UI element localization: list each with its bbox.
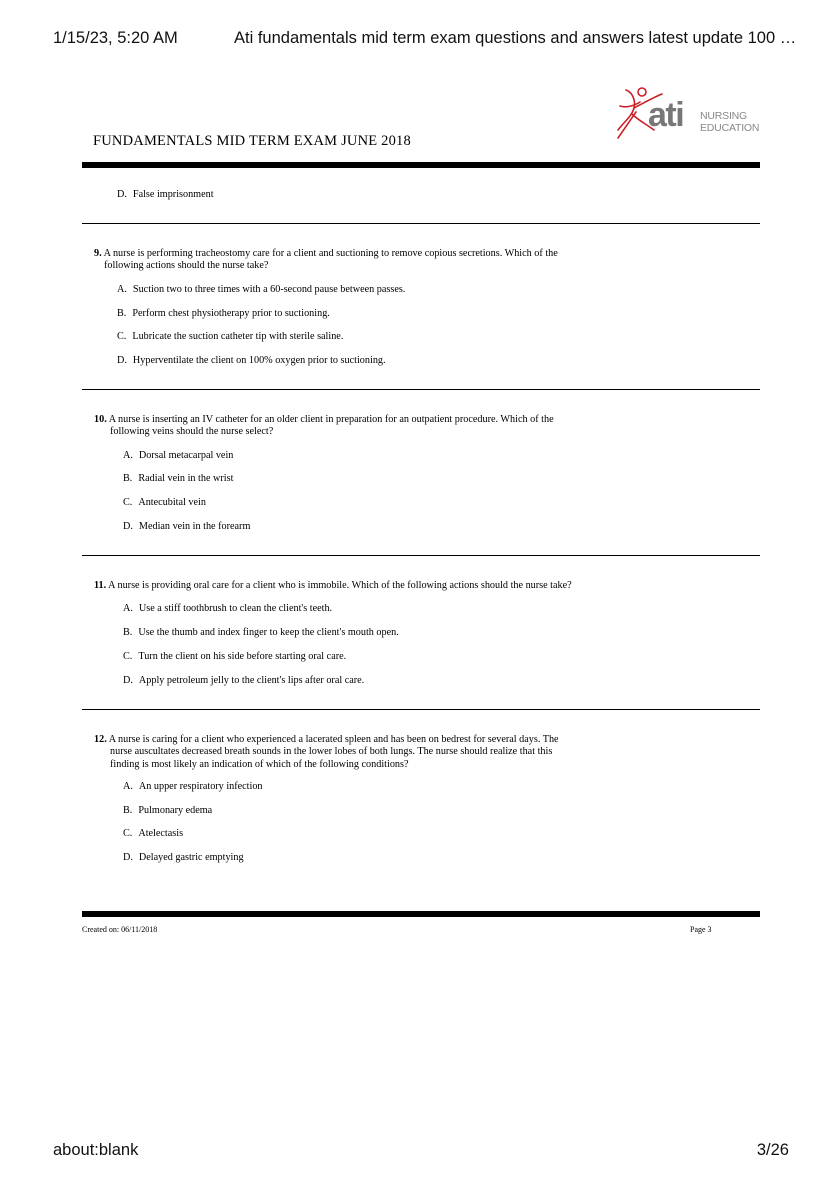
option-letter: C.: [123, 497, 133, 508]
question-11-stem: [94, 580, 572, 592]
question-9-option-c: [117, 331, 343, 343]
document-page-number: Page 3: [690, 925, 712, 934]
option-letter: A.: [123, 603, 133, 614]
created-date: Created on: 06/11/2018: [82, 925, 158, 934]
option-text: Dorsal metacarpal vein: [138, 450, 234, 461]
footer-rule: [82, 911, 760, 917]
question-10-option-d: [123, 521, 250, 533]
option-text: Suction two to three times with a 60-second pause between passes.: [132, 284, 406, 295]
question-divider: [82, 709, 760, 710]
option-letter: A.: [123, 450, 133, 461]
option-letter: B.: [123, 627, 133, 638]
print-footer: [53, 1141, 789, 1163]
question-10-stem: [94, 414, 554, 439]
logo-brand: ati: [648, 96, 684, 134]
option-text: Antecubital vein: [138, 497, 206, 508]
print-title: Ati fundamentals mid term exam questions and answers latest update 100 …: [234, 29, 797, 47]
stem-line: A nurse is providing oral care for a client who is immobile. Which of the following actions should the nurse take?: [108, 580, 572, 591]
option-letter: D.: [117, 189, 127, 200]
option-text: Turn the client on his side before starting oral care.: [138, 651, 347, 662]
stem-line: nurse auscultates decreased breath sounds in the lower lobes of both lungs. The nurse should realize that this: [110, 746, 553, 758]
stem-line: A nurse is caring for a client who experienced a lacerated spleen and has been on bedrest for several days. The: [108, 734, 559, 745]
question-10-option-c: [123, 497, 206, 509]
option-letter: A.: [117, 284, 127, 295]
question-10-option-b: [123, 473, 233, 485]
question-12-option-b: [123, 805, 212, 817]
question-divider: [82, 389, 760, 390]
question-number: 10.: [94, 414, 107, 425]
stem-line: following actions should the nurse take?: [104, 260, 269, 272]
ati-logo: [612, 84, 760, 142]
stem-line: finding is most likely an indication of which of the following conditions?: [110, 758, 409, 770]
option-letter: C.: [117, 331, 127, 342]
question-12-option-c: [123, 828, 183, 840]
option-text: Pulmonary edema: [138, 805, 213, 816]
question-11-option-a: [123, 603, 332, 615]
question-number: 11.: [94, 580, 107, 591]
question-9-option-b: [117, 308, 330, 320]
logo-tagline: [700, 110, 759, 134]
question-11-option-c: [123, 651, 346, 663]
option-text: Apply petroleum jelly to the client's lips after oral care.: [138, 675, 365, 686]
option-text: Use a stiff toothbrush to clean the client's teeth.: [138, 603, 333, 614]
option-letter: D.: [117, 355, 127, 366]
question-12-stem: [94, 734, 559, 771]
option-text: Radial vein in the wrist: [138, 473, 234, 484]
question-number: 9.: [94, 248, 102, 259]
option-letter: B.: [123, 805, 133, 816]
question-12-option-a: [123, 781, 263, 793]
option-text: False imprisonment: [132, 189, 214, 200]
option-letter: C.: [123, 651, 133, 662]
option-letter: B.: [117, 308, 127, 319]
stem-line: following veins should the nurse select?: [110, 426, 274, 438]
question-11-option-d: [123, 675, 364, 687]
question-9-stem: [94, 248, 558, 273]
option-text: Use the thumb and index finger to keep the client's mouth open.: [138, 627, 399, 638]
option-letter: B.: [123, 473, 133, 484]
question-divider: [82, 223, 760, 224]
question-12-option-d: [123, 852, 244, 864]
document-title: FUNDAMENTALS MID TERM EXAM JUNE 2018: [93, 133, 411, 149]
option-letter: D.: [123, 852, 133, 863]
question-11-option-b: [123, 627, 399, 639]
print-page-count: 3/26: [756, 1141, 789, 1159]
option-text: Median vein in the forearm: [138, 521, 251, 532]
option-letter: C.: [123, 828, 133, 839]
stem-line: A nurse is performing tracheostomy care for a client and suctioning to remove copious secretions. Which of the: [103, 248, 558, 259]
print-url: about:blank: [53, 1141, 139, 1159]
option-text: Atelectasis: [138, 828, 184, 839]
option-letter: A.: [123, 781, 133, 792]
option-letter: D.: [123, 521, 133, 532]
question-9-option-a: [117, 284, 405, 296]
option-text: An upper respiratory infection: [138, 781, 263, 792]
header-rule: [82, 162, 760, 168]
question-10-option-a: [123, 450, 233, 462]
question-divider: [82, 555, 760, 556]
option-text: Hyperventilate the client on 100% oxygen prior to suctioning.: [132, 355, 386, 366]
logo-line1: NURSING: [700, 110, 748, 122]
stem-line: A nurse is inserting an IV catheter for an older client in preparation for an outpatient procedure. Which of the: [108, 414, 554, 425]
option-text: Lubricate the suction catheter tip with sterile saline.: [132, 331, 344, 342]
option-letter: D.: [123, 675, 133, 686]
option-text: Delayed gastric emptying: [138, 852, 244, 863]
print-datetime: 1/15/23, 5:20 AM: [53, 29, 178, 47]
option-text: Perform chest physiotherapy prior to suctioning.: [132, 308, 330, 319]
carryover-option: [117, 189, 214, 201]
question-number: 12.: [94, 734, 107, 745]
logo-line2: EDUCATION: [700, 122, 760, 134]
question-9-option-d: [117, 355, 386, 367]
